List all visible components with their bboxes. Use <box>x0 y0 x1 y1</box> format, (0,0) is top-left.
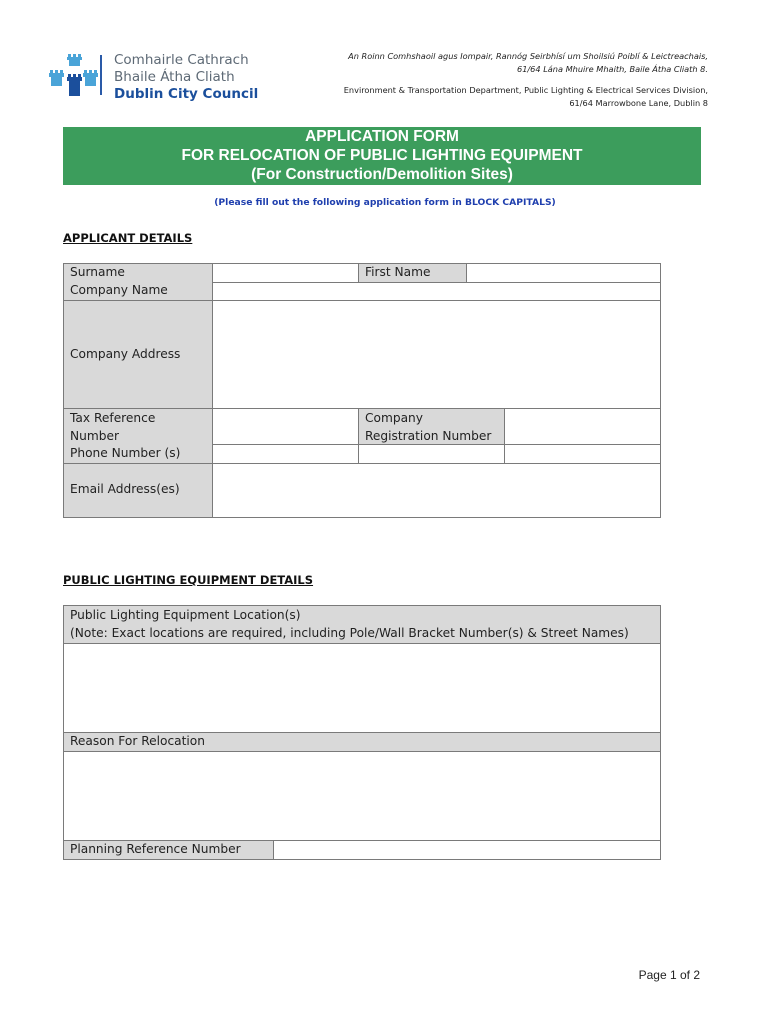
tax-reference-label: Tax Reference Number <box>70 411 156 443</box>
page-number: Page 1 of 2 <box>638 968 700 982</box>
tax-reference-field[interactable] <box>212 408 359 445</box>
logo-wordmark <box>114 52 258 103</box>
surname-field[interactable] <box>212 263 359 283</box>
company-registration-label: Company Registration Number <box>358 408 505 445</box>
phone-number-field[interactable] <box>212 444 359 464</box>
email-field[interactable] <box>212 463 661 518</box>
equipment-details-heading: PUBLIC LIGHTING EQUIPMENT DETAILS <box>63 573 314 587</box>
form-subtitle-note: (For Construction/Demolition Sites) <box>251 166 513 183</box>
company-registration-field[interactable] <box>504 408 661 445</box>
equipment-location-note: (Note: Exact locations are required, including Pole/Wall Bracket Number(s) & Street Names) <box>70 625 629 640</box>
planning-reference-label: Planning Reference Number <box>63 840 274 860</box>
surname-company-name-labels <box>63 263 213 301</box>
english-address-line-2: 61/64 Marrowbone Lane, Dublin 8 <box>569 98 708 108</box>
company-name-field[interactable] <box>212 282 661 301</box>
logo-line-irish-1: Comhairle Cathrach <box>114 52 249 68</box>
company-address-label: Company Address <box>63 300 213 409</box>
tax-phone-labels <box>63 408 213 464</box>
surname-label: Surname <box>70 265 125 279</box>
equipment-location-label <box>63 605 661 644</box>
english-address <box>344 84 708 110</box>
phone-number-field-2[interactable] <box>358 444 505 464</box>
form-title: APPLICATION FORM <box>305 128 459 145</box>
logo-line-irish-2: Bhaile Átha Cliath <box>114 69 235 85</box>
logo-line-english: Dublin City Council <box>114 86 259 102</box>
castles-logo-icon <box>48 50 106 100</box>
form-subtitle: FOR RELOCATION OF PUBLIC LIGHTING EQUIPMENT <box>181 147 583 164</box>
irish-address-line-2: 61/64 Lána Mhuire Mhaith, Baile Átha Cliath 8. <box>517 64 708 74</box>
block-capitals-instruction: (Please fill out the following application form in BLOCK CAPITALS) <box>214 197 556 208</box>
applicant-details-heading: APPLICANT DETAILS <box>63 231 193 245</box>
email-label: Email Address(es) <box>63 463 213 518</box>
reason-for-relocation-field[interactable] <box>63 751 661 841</box>
phone-number-label: Phone Number (s) <box>70 446 181 460</box>
equipment-location-field[interactable] <box>63 643 661 733</box>
first-name-field[interactable] <box>466 263 661 283</box>
phone-number-field-3[interactable] <box>504 444 661 464</box>
form-title-banner <box>63 127 701 185</box>
english-address-line-1: Environment & Transportation Department, Public Lighting & Electrical Services Division, <box>343 85 708 95</box>
company-address-field[interactable] <box>212 300 661 409</box>
reason-for-relocation-label: Reason For Relocation <box>63 732 661 752</box>
company-name-label: Company Name <box>70 282 168 297</box>
planning-reference-field[interactable] <box>273 840 661 860</box>
dublin-city-council-logo <box>48 44 278 108</box>
logo-divider <box>100 55 102 95</box>
irish-address <box>348 50 708 76</box>
equipment-location-label-line-1: Public Lighting Equipment Location(s) <box>70 608 301 622</box>
first-name-label: First Name <box>358 263 467 283</box>
irish-address-line-1: An Roinn Comhshaoil agus Iompair, Rannóg Seirbhísí um Shoilsiú Poiblí & Leictreachais, <box>348 51 708 61</box>
